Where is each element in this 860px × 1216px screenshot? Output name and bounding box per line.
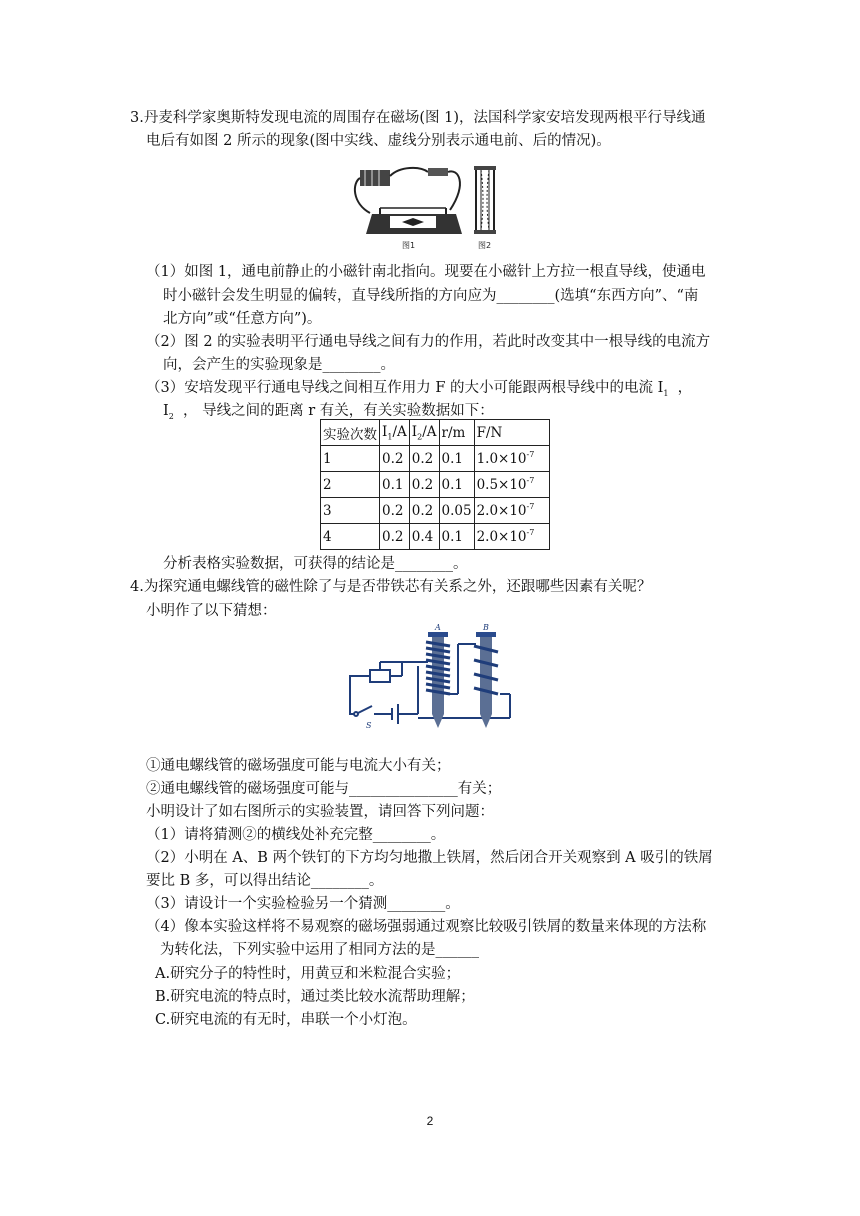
q4-part1: （1）请将猜测②的横线处补充完整________。 <box>146 827 446 843</box>
q3-part3-text-a: （3）安培发现平行通电导线之间相互作用力 F 的大小可能跟两根导线中的电流 I <box>146 380 664 396</box>
q4-title-line1: 4.为探究通电螺线管的磁性除了与是否带铁芯有关系之外，还跟哪些因素有关呢？ <box>130 579 652 595</box>
page-number: 2 <box>426 1114 434 1128</box>
q3-part3-text-d: ， 导线之间的距离 r 有关，有关实验数据如下： <box>183 403 494 419</box>
q3-part3-line1 <box>146 378 692 404</box>
q4-part4-line2: 为转化法，下列实验中运用了相同方法的是______ <box>160 942 479 958</box>
table-row <box>321 524 550 550</box>
header-i1: $I_1/A$ <box>380 420 410 446</box>
cell: 0.1 <box>439 524 474 550</box>
q3-part1-line2: 时小磁针会发生明显的偏转，直导线所指的方向应为________(选填“东西方向”、“南 <box>163 288 699 304</box>
q4-option-a: A.研究分子的特性时，用黄豆和米粒混合实验； <box>155 966 461 982</box>
q4-part2-line2: 要比 B 多，可以得出结论________。 <box>146 873 384 889</box>
oersted-apparatus-figure <box>355 168 462 234</box>
cell: 4 <box>321 524 380 550</box>
cell: 0.05 <box>439 498 474 524</box>
fig2-label: 图2 <box>478 241 492 250</box>
cell: 3 <box>321 498 380 524</box>
experiment-data-table <box>320 419 550 550</box>
cell: 0.1 <box>439 472 474 498</box>
cell: 0.1 <box>380 472 410 498</box>
nail-b <box>474 632 498 728</box>
q3-part2-line2: 向，会产生的实验现象是________。 <box>163 357 395 373</box>
cell: 0.2 <box>380 446 410 472</box>
nail-a <box>426 632 450 728</box>
q3-title-line1: 3.丹麦科学家奥斯特发现电流的周围存在磁场(图 1)，法国科学家安培发现两根平行导线通 <box>130 110 706 126</box>
q4-design: 小明设计了如右图所示的实验装置，请回答下列问题： <box>146 804 494 820</box>
q4-guess2: ②通电螺线管的磁场强度可能与_______________有关； <box>146 781 502 797</box>
cell: 0.2 <box>380 524 410 550</box>
cell: $0.5\times 10^{-7}$ <box>474 472 549 498</box>
table-row <box>321 446 550 472</box>
q3-part2-line1: （2）图 2 的实验表明平行通电导线之间有力的作用，若此时改变其中一根导线的电流方 <box>146 334 711 350</box>
cell: 1 <box>321 446 380 472</box>
cell: 0.2 <box>409 446 439 472</box>
label-a: A <box>435 624 441 632</box>
cell: $2.0\times 10^{-7}$ <box>474 524 549 550</box>
q3-part3-text-b: ， <box>677 380 693 396</box>
table-header-row <box>321 420 550 446</box>
q4-title-line2: 小明作了以下猜想： <box>146 603 277 619</box>
cell: 0.2 <box>409 498 439 524</box>
header-r: r/m <box>439 420 474 446</box>
q4-part2-line1: （2）小明在 A、B 两个铁钉的下方均匀地撒上铁屑，然后闭合开关观察到 A 吸引的铁屑 <box>146 850 713 866</box>
ampere-parallel-wires-figure <box>474 166 496 234</box>
label-s: S <box>366 721 372 730</box>
q3-figure-1-2 <box>350 158 510 253</box>
label-b: B <box>483 624 489 632</box>
cell: 0.2 <box>380 498 410 524</box>
table-row <box>321 498 550 524</box>
q3-conclusion: 分析表格实验数据，可获得的结论是________。 <box>163 556 468 572</box>
cell: 0.4 <box>409 524 439 550</box>
header-f: F/N <box>474 420 549 446</box>
q4-part4-line1: （4）像本实验这样将不易观察的磁场强弱通过观察比较吸引铁屑的数量来体现的方法称 <box>146 919 707 935</box>
q3-part1-line1: （1）如图 1，通电前静止的小磁针南北指向。现要在小磁针上方拉一根直导线，使通电 <box>146 264 706 280</box>
cell: 2 <box>321 472 380 498</box>
q3-part3-sub1: 1 <box>663 388 669 398</box>
q4-guess1: ①通电螺线管的磁场强度可能与电流大小有关； <box>146 758 451 774</box>
header-trial: 实验次数 <box>321 420 380 446</box>
cell: 0.1 <box>439 446 474 472</box>
q3-title-line2: 电后有如图 2 所示的现象(图中实线、虚线分别表示通电前、后的情况)。 <box>146 133 611 149</box>
q3-part1-line3: 北方向”或“任意方向”)。 <box>163 311 322 327</box>
q4-option-c: C.研究电流的有无时，串联一个小灯泡。 <box>155 1012 417 1028</box>
fig1-label: 图1 <box>402 241 416 250</box>
q3-part3-sub2: 2 <box>168 411 174 421</box>
cell: $1.0\times 10^{-7}$ <box>474 446 549 472</box>
q4-option-b: B.研究电流的特点时，通过类比较水流帮助理解； <box>155 989 475 1005</box>
cell: 0.2 <box>409 472 439 498</box>
q3-part3-text-c: I <box>163 403 169 419</box>
solenoid-circuit-figure <box>340 624 520 734</box>
header-i2: $I_2/A$ <box>409 420 439 446</box>
q4-part3: （3）请设计一个实验检验另一个猜测________。 <box>146 896 460 912</box>
cell: $2.0\times 10^{-7}$ <box>474 498 549 524</box>
table-row <box>321 472 550 498</box>
